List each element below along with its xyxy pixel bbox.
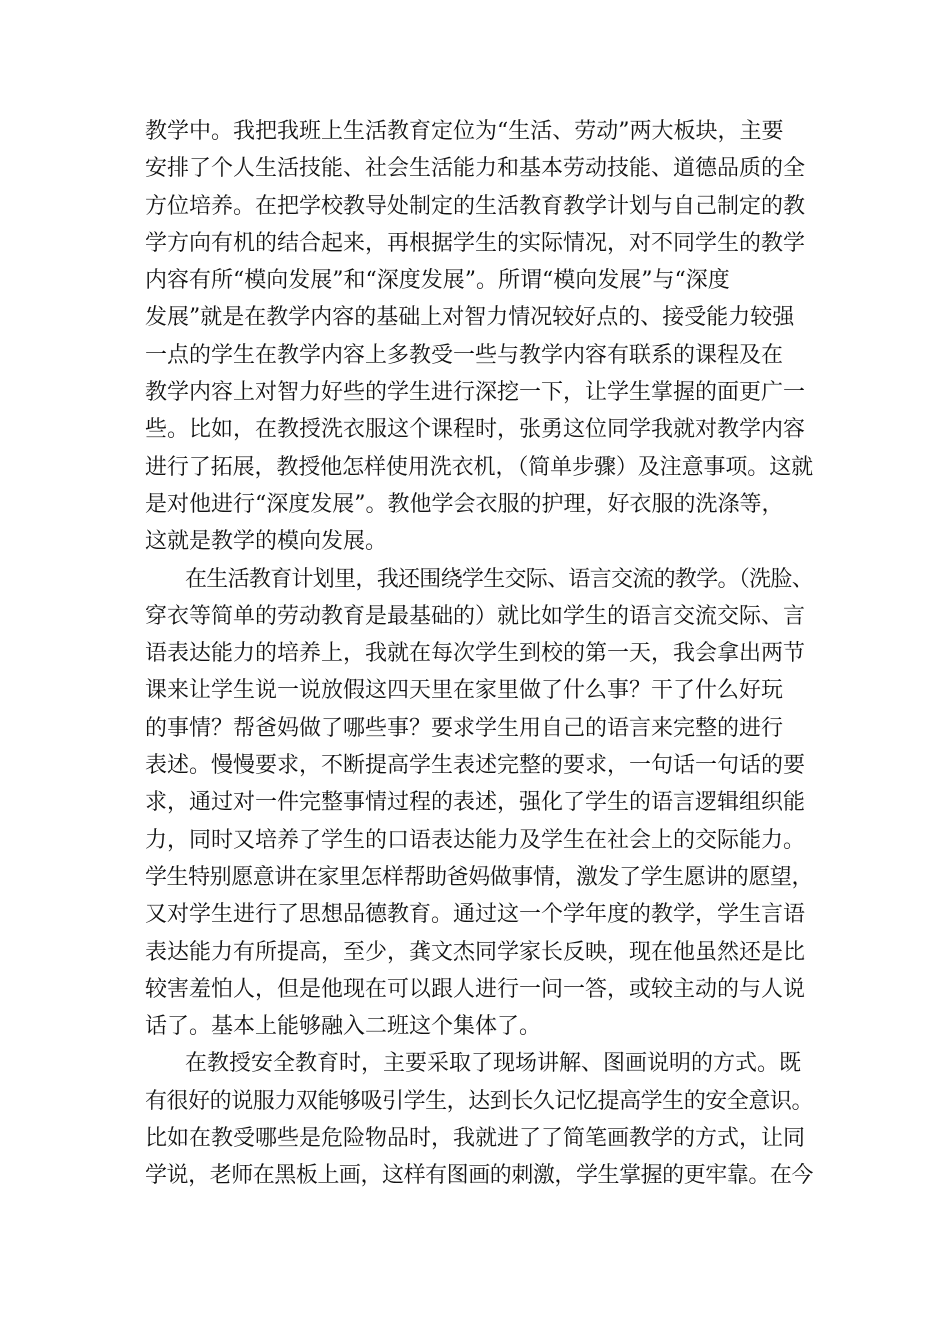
text-line: 话了。基本上能够融入二班这个集体了。	[145, 1014, 542, 1040]
text-line: 学说，老师在黑板上画，这样有图画的刺激，学生掌握的更牢靠。在今	[145, 1163, 814, 1189]
text-line: 比如在教受哪些是危险物品时，我就进了了简笔画教学的方式，让同	[145, 1126, 806, 1152]
text-line: 一点的学生在教学内容上多教受一些与教学内容有联系的课程及在	[145, 342, 784, 368]
text-line: 方位培养。在把学校教导处制定的生活教育教学计划与自己制定的教	[145, 193, 806, 219]
text-line: 语表达能力的培养上，我就在每次学生到校的第一天，我会拿出两节	[145, 641, 806, 667]
text-line: 又对学生进行了思想品德教育。通过这一个学年度的教学，学生言语	[145, 902, 806, 928]
text-line: 穿衣等简单的劳动教育是最基础的）就比如学生的语言交流交际、言	[145, 603, 806, 629]
text-line: 力，同时又培养了学生的口语表达能力及学生在社会上的交际能力。	[145, 827, 806, 853]
text-line: 教学中。我把我班上生活教育定位为“生活、劳动”两大板块，主要	[145, 119, 784, 144]
text-line: 的事情？帮爸妈做了哪些事？要求学生用自己的语言来完整的进行	[145, 715, 784, 741]
text-line: 教学内容上对智力好些的学生进行深挖一下，让学生掌握的面更广一	[145, 380, 806, 406]
text-line: 安排了个人生活技能、社会生活能力和基本劳动技能、道德品质的全	[145, 156, 806, 182]
text-line: 进行了拓展，教授他怎样使用洗衣机，（简单步骤）及注意事项。这就	[145, 454, 814, 480]
document-body	[145, 113, 813, 1195]
text-line: 学生特别愿意讲在家里怎样帮助爸妈做事情，激发了学生愿讲的愿望，	[145, 864, 814, 890]
text-line: 在教授安全教育时，主要采取了现场讲解、图画说明的方式。既	[185, 1051, 802, 1077]
text-line: 些。比如，在教授洗衣服这个课程时，张勇这位同学我就对教学内容	[145, 417, 806, 443]
text-line: 内容有所“模向发展”和“深度发展”。所谓“模向发展”与“深度	[145, 268, 730, 294]
text-line: 课来让学生说一说放假这四天里在家里做了什么事？干了什么好玩	[145, 678, 784, 704]
text-line: 求，通过对一件完整事情过程的表述，强化了学生的语言逻辑组织能	[145, 790, 806, 816]
text-line: 学方向有机的结合起来，再根据学生的实际情况，对不同学生的教学	[145, 230, 806, 256]
text-line: 在生活教育计划里，我还围绕学生交际、语言交流的教学。（洗脸、	[185, 566, 814, 592]
text-line: 这就是教学的模向发展。	[145, 529, 388, 555]
text-line: 表达能力有所提高，至少，龚文杰同学家长反映，现在他虽然还是比	[145, 939, 806, 965]
text-line: 是对他进行“深度发展”。教他学会衣服的护理，好衣服的洗涤等，	[145, 491, 784, 517]
text-line: 较害羞怕人，但是他现在可以跟人进行一问一答，或较主动的与人说	[145, 976, 806, 1002]
text-line: 有很好的说服力双能够吸引学生，达到长久记忆提高学生的安全意识。	[145, 1088, 814, 1114]
text-line: 发展”就是在教学内容的基础上对智力情况较好点的、接受能力较强	[145, 305, 795, 331]
text-line: 表述。慢慢要求，不断提高学生表述完整的要求，一句话一句话的要	[145, 753, 806, 779]
